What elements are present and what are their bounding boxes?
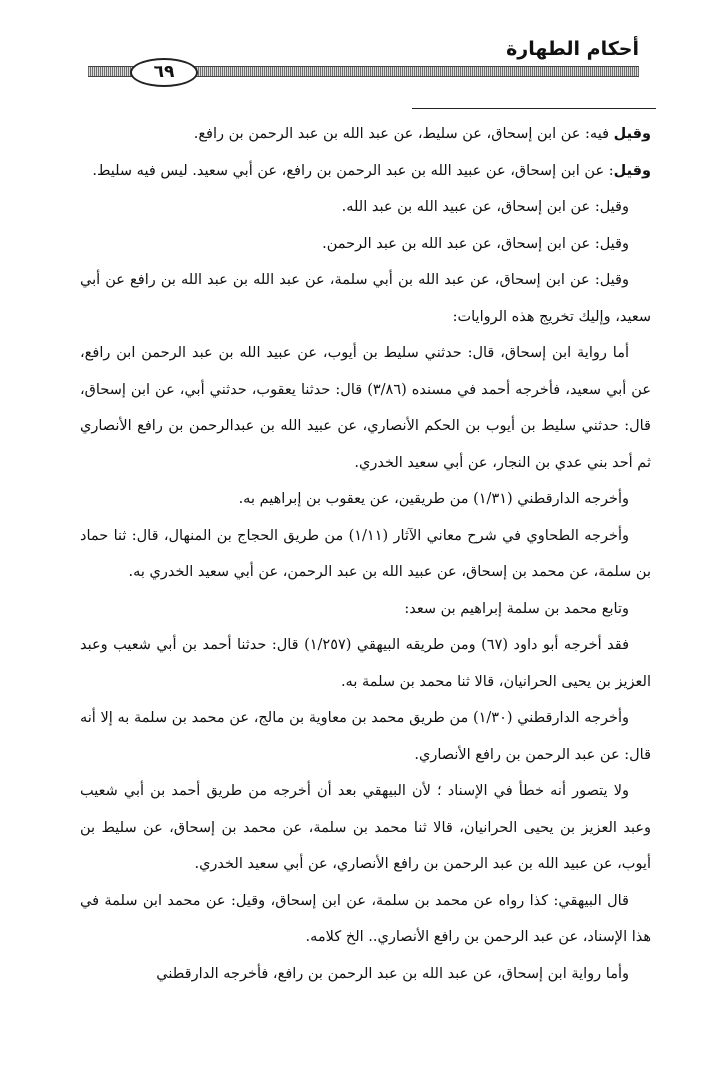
paragraph-text: ولا يتصور أنه خطأ في الإسناد ؛ لأن البيهقي بعد أن أخرجه من طريق أحمد بن أبي شعيب وعبد العزيز بن يحيى الحرانيان، قالا ثنا محمد بن سلمة، عن محمد بن إسحاق، عن سليط بن أيوب، عن عبيد الله بن عبد الرحمن بن رافع الأنصاري، عن أبي سعيد الخدري.	[80, 783, 651, 872]
paragraph-text: وأخرجه الدارقطني (١/٣٠) من طريق محمد بن معاوية بن مالج، عن محمد بن سلمة به إلا أنه قال: عن عبد الرحمن بن رافع الأنصاري.	[80, 710, 651, 763]
paragraph-text: وقيل: عن ابن إسحاق، عن عبد الله بن أبي سلمة، عن عبد الله بن عبد الله بن رافع عن أبي سعيد، وإليك تخريج هذه الروايات:	[80, 272, 651, 325]
paragraph	[80, 700, 651, 773]
paragraph	[80, 481, 651, 518]
paragraph	[80, 335, 651, 481]
paragraph	[80, 956, 651, 993]
paragraph	[80, 773, 651, 883]
paragraph-lead: وقيل	[613, 126, 651, 142]
paragraph-text: وأخرجه الطحاوي في شرح معاني الآثار (١/١١) من طريق الحجاج بن المنهال، قال: ثنا حماد بن سلمة، عن محمد بن إسحاق، عن عبيد الله بن عبد الرحمن، عن أبي سعيد الخدري به.	[80, 527, 651, 580]
paragraph	[80, 883, 651, 956]
paragraph-text: وأما رواية ابن إسحاق، عن عبد الله بن عبد الرحمن بن رافع، فأخرجه الدارقطني	[156, 965, 629, 982]
paragraph	[80, 226, 651, 263]
paragraph-text: وقيل: عن ابن إسحاق، عن عبيد الله بن عبد الله.	[341, 199, 629, 215]
paragraph	[80, 262, 651, 335]
paragraph-text: فيه: عن ابن إسحاق، عن سليط، عن عبد الله بن عبد الرحمن بن رافع.	[193, 126, 614, 142]
paragraph	[80, 189, 651, 226]
main-text	[80, 116, 651, 992]
paragraph	[80, 627, 651, 700]
page-number: ٦٩	[130, 58, 198, 87]
paragraph-text: أما رواية ابن إسحاق، قال: حدثني سليط بن أيوب، عن عبيد الله بن عبد الرحمن ابن رافع، عن أبي سعيد، فأخرجه أحمد في مسنده (٣/٨٦) قال: حدثنا يعقوب، حدثني أبي، عن ابن إسحاق، قال: حدثني سليط بن أيوب بن الحكم الأنصاري، عن عبيد الله بن عبدالرحمن بن رافع الأنصاري ثم أحد بني عدي بن النجار، عن أبي سعيد الخدري.	[80, 345, 651, 471]
paragraph-text: قال البيهقي: كذا رواه عن محمد بن سلمة، عن ابن إسحاق، وقيل: عن محمد ابن سلمة في هذا الإسناد، عن عبد الرحمن بن رافع الأنصاري.. الخ كلامه.	[80, 892, 651, 945]
paragraph-text: وقيل: عن ابن إسحاق، عن عبد الله بن عبد الرحمن.	[322, 235, 629, 252]
paragraph	[80, 591, 651, 628]
paragraph-text: : عن ابن إسحاق، عن عبيد الله بن عبد الرحمن بن رافع، عن أبي سعيد. ليس فيه سليط.	[92, 162, 614, 179]
paragraph	[80, 153, 651, 190]
paragraph-text: وتابع محمد بن سلمة إبراهيم بن سعد:	[404, 600, 629, 617]
paragraph-text: وأخرجه الدارقطني (١/٣١) من طريقين، عن يعقوب بن إبراهيم به.	[238, 491, 629, 507]
paragraph	[80, 518, 651, 591]
paragraph-text: فقد أخرجه أبو داود (٦٧) ومن طريقه البيهقي (١/٢٥٧) قال: حدثنا أحمد بن أبي شعيب وعبد العزيز بن يحيى الحرانيان، قالا ثنا محمد بن سلمة به.	[80, 637, 651, 690]
paragraph-lead: وقيل	[613, 162, 651, 179]
running-header-title: أحكام الطهارة	[506, 38, 639, 60]
separator-rule	[412, 108, 656, 109]
paragraph	[80, 116, 651, 153]
